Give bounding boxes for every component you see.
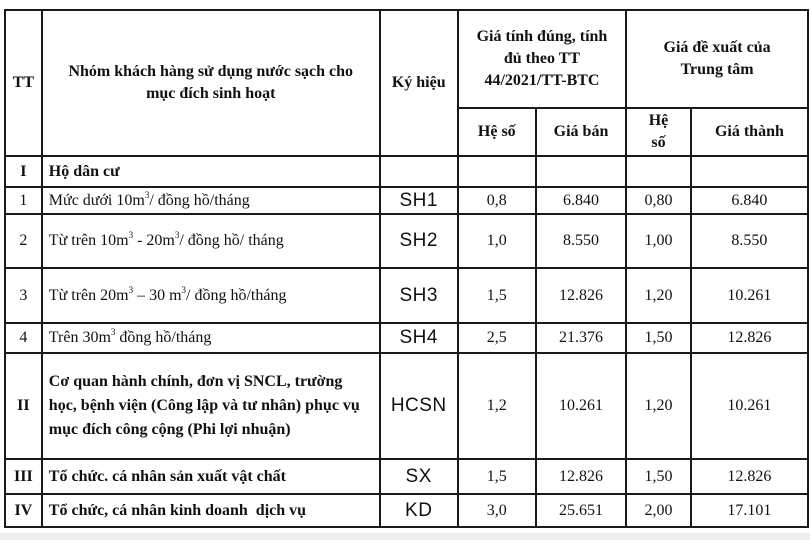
header-tt: TT (5, 10, 42, 156)
table-row-group-households (5, 156, 808, 187)
row-regulated-selling-price: 12.826 (536, 459, 626, 494)
row-tt: II (5, 353, 42, 459)
row-name: Mức dưới $10m^3/$ đồng hồ/tháng (42, 187, 380, 214)
header-code: Ký hiệu (380, 10, 458, 156)
water-price-table (4, 9, 809, 528)
row-regulated-coefficient: 0,8 (458, 187, 536, 214)
row-regulated-coefficient (458, 156, 536, 187)
row-proposed-cost-price: 8.550 (691, 214, 808, 268)
row-name: Từ trên $10m^3 - 20m^3/$ đồng hồ/ tháng (42, 214, 380, 268)
row-proposed-cost-price: 17.101 (691, 494, 808, 527)
row-proposed-coefficient: 1,20 (626, 353, 691, 459)
row-code: SH3 (380, 268, 458, 323)
row-regulated-coefficient: 1,5 (458, 268, 536, 323)
row-regulated-selling-price (536, 156, 626, 187)
row-regulated-selling-price: 6.840 (536, 187, 626, 214)
table-row-sh1 (5, 187, 808, 214)
header-proposed-cost-price: Giá thành (691, 108, 808, 156)
row-regulated-selling-price: 12.826 (536, 268, 626, 323)
row-regulated-selling-price: 25.651 (536, 494, 626, 527)
row-proposed-coefficient: 0,80 (626, 187, 691, 214)
table-body (5, 156, 808, 527)
row-code: KD (380, 494, 458, 527)
row-name: Từ trên $20m^3 - 30$ $m^3/$ đồng hồ/tháng (42, 268, 380, 323)
header-proposed-price: Giá đề xuất của Trung tâm (626, 10, 808, 108)
row-proposed-cost-price: 10.261 (691, 268, 808, 323)
row-code: HCSN (380, 353, 458, 459)
page-bottom-margin (0, 533, 810, 540)
row-proposed-coefficient (626, 156, 691, 187)
row-code: SX (380, 459, 458, 494)
table-row-hcsn (5, 353, 808, 459)
row-regulated-selling-price: 10.261 (536, 353, 626, 459)
row-tt: I (5, 156, 42, 187)
row-regulated-selling-price: 21.376 (536, 323, 626, 353)
row-regulated-coefficient: 3,0 (458, 494, 536, 527)
row-proposed-coefficient: 1,20 (626, 268, 691, 323)
header-customer-group: Nhóm khách hàng sử dụng nước sạch cho mục đích sinh hoạt (42, 10, 380, 156)
row-regulated-coefficient: 1,5 (458, 459, 536, 494)
row-proposed-coefficient: 1,00 (626, 214, 691, 268)
table-row-sx (5, 459, 808, 494)
row-code: SH4 (380, 323, 458, 353)
row-proposed-cost-price: 6.840 (691, 187, 808, 214)
row-proposed-cost-price: 12.826 (691, 323, 808, 353)
row-tt: IV (5, 494, 42, 527)
row-name: Tổ chức, cá nhân kinh doanh dịch vụ (42, 494, 380, 527)
row-tt: 1 (5, 187, 42, 214)
row-code (380, 156, 458, 187)
row-proposed-cost-price (691, 156, 808, 187)
row-code: SH2 (380, 214, 458, 268)
row-proposed-coefficient: 1,50 (626, 459, 691, 494)
row-proposed-cost-price: 12.826 (691, 459, 808, 494)
table-header (5, 10, 808, 156)
row-regulated-selling-price: 8.550 (536, 214, 626, 268)
row-tt: 3 (5, 268, 42, 323)
header-regulated-selling-price: Giá bán (536, 108, 626, 156)
row-regulated-coefficient: 1,2 (458, 353, 536, 459)
row-tt: III (5, 459, 42, 494)
table-row-sh4 (5, 323, 808, 353)
table-row-sh3 (5, 268, 808, 323)
row-name: Tổ chức. cá nhân sản xuất vật chất (42, 459, 380, 494)
row-tt: 2 (5, 214, 42, 268)
header-regulated-coefficient: Hệ số (458, 108, 536, 156)
table-row-sh2 (5, 214, 808, 268)
row-code: SH1 (380, 187, 458, 214)
row-regulated-coefficient: 2,5 (458, 323, 536, 353)
row-proposed-coefficient: 1,50 (626, 323, 691, 353)
row-name: Hộ dân cư (42, 156, 380, 187)
row-name: Cơ quan hành chính, đơn vị SNCL, trường học, bệnh viện (Công lập và tư nhân) phục vụ mục đích công cộng (Phi lợi nhuận) (42, 353, 380, 459)
row-proposed-coefficient: 2,00 (626, 494, 691, 527)
header-regulated-price: Giá tính đúng, tính đủ theo TT 44/2021/TT-BTC (458, 10, 626, 108)
row-proposed-cost-price: 10.261 (691, 353, 808, 459)
row-regulated-coefficient: 1,0 (458, 214, 536, 268)
row-name: Trên $30m^3$ đồng hồ/tháng (42, 323, 380, 353)
row-tt: 4 (5, 323, 42, 353)
table-row-kd (5, 494, 808, 527)
header-proposed-coefficient: Hệ số (626, 108, 691, 156)
